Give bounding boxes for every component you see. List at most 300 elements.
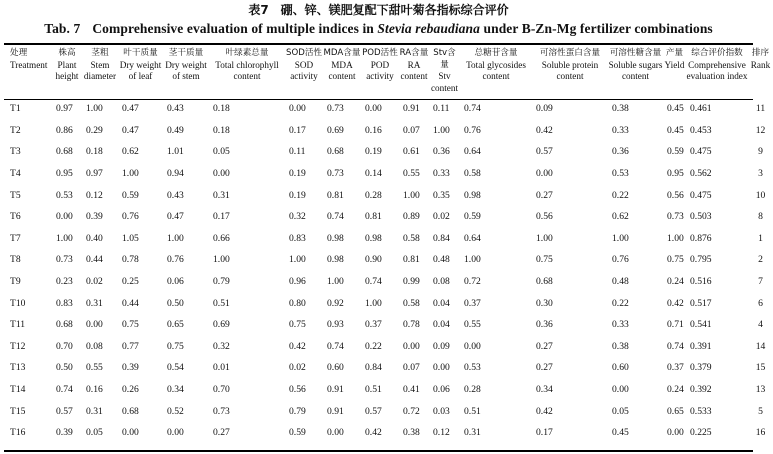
value-cell: 1.00 [289, 254, 306, 266]
value-cell: 0.62 [612, 211, 629, 223]
column-header [686, 48, 748, 98]
value-cell: 0.62 [122, 146, 139, 158]
value-cell: 0.14 [365, 168, 382, 180]
value-cell: 0.65 [167, 319, 184, 331]
value-cell: 0.00 [536, 168, 553, 180]
table-row [4, 379, 773, 401]
value-cell: 0.475 [690, 146, 712, 158]
column-header-en: Stv content [430, 71, 459, 93]
value-cell: 0.00 [122, 427, 139, 439]
value-cell: 0.05 [86, 427, 103, 439]
value-cell: 0.392 [690, 384, 712, 396]
value-cell: 0.68 [327, 146, 344, 158]
treatment-cell: T8 [10, 254, 21, 266]
column-header-zh: 排序 [751, 48, 770, 58]
column-header-zh: RA含量 [399, 48, 429, 58]
value-cell: 0.36 [536, 319, 553, 331]
value-cell: 0.26 [122, 384, 139, 396]
value-cell: 0.44 [122, 297, 139, 309]
value-cell: 0.97 [56, 103, 73, 115]
value-cell: 0.79 [213, 276, 230, 288]
value-cell: 0.02 [433, 211, 450, 223]
value-cell: 0.68 [536, 276, 553, 288]
value-cell: 0.17 [289, 124, 306, 136]
column-header [118, 48, 163, 98]
value-cell: 0.68 [56, 146, 73, 158]
value-cell: 0.68 [56, 319, 73, 331]
rank-cell: 5 [758, 405, 763, 417]
value-cell: 0.56 [667, 189, 684, 201]
value-cell: 0.74 [667, 340, 684, 352]
column-header [323, 48, 361, 98]
value-cell: 0.73 [213, 405, 230, 417]
value-cell: 0.37 [464, 297, 481, 309]
value-cell: 0.36 [433, 146, 450, 158]
table-row [4, 141, 773, 163]
table-number: Tab. 7 [44, 21, 81, 36]
value-cell: 0.00 [289, 103, 306, 115]
table-row [4, 249, 773, 271]
column-header [4, 48, 52, 98]
value-cell: 0.00 [56, 211, 73, 223]
value-cell: 0.39 [86, 211, 103, 223]
value-cell: 0.89 [403, 211, 420, 223]
table-row [4, 336, 773, 358]
value-cell: 0.71 [667, 319, 684, 331]
value-cell: 0.562 [690, 168, 712, 180]
column-header [663, 48, 686, 98]
column-header-zh: 叶干质量 [123, 48, 158, 58]
rank-cell: 15 [755, 362, 766, 374]
value-cell: 0.70 [56, 340, 73, 352]
value-cell: 0.28 [464, 384, 481, 396]
value-cell: 0.47 [122, 124, 139, 136]
value-cell: 1.00 [667, 232, 684, 244]
table-row [4, 98, 773, 120]
value-cell: 1.00 [365, 297, 382, 309]
value-cell: 0.31 [86, 297, 103, 309]
value-cell: 0.00 [667, 427, 684, 439]
bottom-rule [4, 450, 753, 452]
value-cell: 1.00 [433, 124, 450, 136]
value-cell: 0.76 [612, 254, 629, 266]
value-cell: 0.69 [327, 124, 344, 136]
value-cell: 0.56 [536, 211, 553, 223]
value-cell: 0.73 [327, 103, 344, 115]
value-cell: 0.00 [327, 427, 344, 439]
value-cell: 0.75 [167, 340, 184, 352]
value-cell: 0.52 [167, 405, 184, 417]
rank-cell: 7 [758, 276, 763, 288]
treatment-cell: T11 [10, 319, 26, 331]
rank-cell: 11 [755, 103, 766, 115]
value-cell: 0.96 [289, 276, 306, 288]
value-cell: 0.45 [667, 103, 684, 115]
value-cell: 0.50 [167, 297, 184, 309]
value-cell: 0.76 [167, 254, 184, 266]
value-cell: 0.55 [464, 319, 481, 331]
value-cell: 1.00 [86, 103, 103, 115]
value-cell: 0.60 [612, 362, 629, 374]
value-cell: 0.19 [289, 189, 306, 201]
value-cell: 0.57 [536, 146, 553, 158]
value-cell: 0.453 [690, 124, 712, 136]
value-cell: 0.73 [327, 168, 344, 180]
column-header-zh: SOD活性 [285, 48, 323, 58]
value-cell: 0.22 [612, 297, 629, 309]
column-header [608, 48, 663, 98]
value-cell: 0.83 [56, 297, 73, 309]
value-cell: 0.36 [612, 146, 629, 158]
value-cell: 0.84 [365, 362, 382, 374]
rank-cell: 9 [758, 146, 763, 158]
value-cell: 0.97 [86, 168, 103, 180]
column-header-zh: 茎粗 [91, 48, 109, 58]
table-row [4, 184, 773, 206]
value-cell: 0.84 [433, 232, 450, 244]
value-cell: 0.00 [86, 319, 103, 331]
column-header [163, 48, 209, 98]
column-header-en: Total glycosides content [466, 59, 526, 81]
column-header-zh: 茎干质量 [168, 48, 204, 58]
value-cell: 0.09 [433, 340, 450, 352]
column-header-zh: 可溶性蛋白含量 [539, 48, 601, 58]
rank-cell: 13 [755, 384, 766, 396]
value-cell: 0.39 [56, 427, 73, 439]
value-cell: 0.09 [536, 103, 553, 115]
column-header [532, 48, 608, 98]
treatment-cell: T13 [10, 362, 26, 374]
value-cell: 0.00 [167, 427, 184, 439]
value-cell: 0.31 [213, 189, 230, 201]
table-row [4, 292, 773, 314]
value-cell: 0.22 [612, 189, 629, 201]
value-cell: 0.95 [56, 168, 73, 180]
value-cell: 0.32 [289, 211, 306, 223]
treatment-cell: T2 [10, 124, 21, 136]
value-cell: 0.04 [433, 297, 450, 309]
treatment-cell: T15 [10, 405, 26, 417]
value-cell: 0.19 [289, 168, 306, 180]
value-cell: 0.503 [690, 211, 712, 223]
value-cell: 0.11 [289, 146, 306, 158]
value-cell: 0.59 [122, 189, 139, 201]
value-cell: 0.75 [536, 254, 553, 266]
value-cell: 0.75 [122, 319, 139, 331]
value-cell: 0.16 [365, 124, 382, 136]
value-cell: 0.27 [536, 362, 553, 374]
value-cell: 0.51 [213, 297, 230, 309]
value-cell: 0.48 [612, 276, 629, 288]
value-cell: 0.58 [403, 297, 420, 309]
value-cell: 0.43 [167, 103, 184, 115]
value-cell: 0.517 [690, 297, 712, 309]
treatment-cell: T1 [10, 103, 21, 115]
column-header-en: Dry weight of stem [165, 59, 207, 81]
value-cell: 0.90 [365, 254, 382, 266]
value-cell: 0.02 [289, 362, 306, 374]
table-row [4, 314, 773, 336]
value-cell: 0.00 [403, 340, 420, 352]
value-cell: 0.49 [167, 124, 184, 136]
value-cell: 1.00 [167, 232, 184, 244]
value-cell: 0.74 [327, 211, 344, 223]
value-cell: 0.42 [536, 405, 553, 417]
value-cell: 0.55 [403, 168, 420, 180]
value-cell: 1.00 [612, 232, 629, 244]
value-cell: 0.23 [56, 276, 73, 288]
value-cell: 1.00 [464, 254, 481, 266]
value-cell: 0.18 [86, 146, 103, 158]
column-header-en: Total chlorophyll content [215, 59, 279, 81]
table-row [4, 271, 773, 293]
column-header-zh: 处理 [10, 48, 28, 58]
column-header [429, 48, 460, 98]
value-cell: 0.55 [86, 362, 103, 374]
table-row [4, 357, 773, 379]
value-cell: 1.00 [327, 276, 344, 288]
value-cell: 0.69 [213, 319, 230, 331]
column-header-zh: 可溶性糖含量 [609, 48, 662, 58]
value-cell: 0.17 [213, 211, 230, 223]
top-rule [4, 43, 753, 45]
value-cell: 0.17 [536, 427, 553, 439]
treatment-cell: T12 [10, 340, 26, 352]
value-cell: 0.81 [403, 254, 420, 266]
value-cell: 0.91 [327, 384, 344, 396]
value-cell: 0.59 [289, 427, 306, 439]
value-cell: 0.475 [690, 189, 712, 201]
value-cell: 0.74 [464, 103, 481, 115]
value-cell: 0.86 [56, 124, 73, 136]
value-cell: 0.81 [365, 211, 382, 223]
value-cell: 0.08 [433, 276, 450, 288]
value-cell: 0.12 [86, 189, 103, 201]
value-cell: 0.25 [122, 276, 139, 288]
column-header-en: Yield [664, 59, 685, 70]
rank-cell: 1 [758, 232, 763, 244]
treatment-cell: T16 [10, 427, 26, 439]
value-cell: 0.94 [167, 168, 184, 180]
value-cell: 0.54 [167, 362, 184, 374]
treatment-cell: T6 [10, 211, 21, 223]
value-cell: 0.48 [433, 254, 450, 266]
value-cell: 0.379 [690, 362, 712, 374]
evaluation-table [4, 48, 773, 444]
column-header-en: POD activity [366, 59, 394, 81]
value-cell: 0.73 [667, 211, 684, 223]
value-cell: 1.00 [536, 232, 553, 244]
value-cell: 0.40 [86, 232, 103, 244]
value-cell: 0.70 [213, 384, 230, 396]
header-row [4, 48, 773, 98]
value-cell: 0.12 [433, 427, 450, 439]
column-header-en: Stem diameter [83, 59, 117, 81]
title-species: Stevia rebaudiana [377, 21, 480, 36]
value-cell: 0.18 [213, 124, 230, 136]
treatment-cell: T9 [10, 276, 21, 288]
column-header-zh: 产量 [665, 48, 684, 58]
column-header [460, 48, 532, 98]
column-header-en: Treatment [10, 59, 48, 70]
table-title-english [0, 20, 757, 37]
value-cell: 0.68 [122, 405, 139, 417]
value-cell: 0.04 [433, 319, 450, 331]
value-cell: 1.00 [403, 189, 420, 201]
value-cell: 0.24 [667, 384, 684, 396]
value-cell: 0.59 [667, 146, 684, 158]
table-title-chinese: 表7 硼、锌、镁肥复配下甜叶菊各指标综合评价 [248, 3, 509, 17]
value-cell: 0.61 [403, 146, 420, 158]
table-row [4, 228, 773, 250]
value-cell: 0.57 [365, 405, 382, 417]
value-cell: 0.53 [464, 362, 481, 374]
rank-cell: 12 [755, 124, 766, 136]
value-cell: 0.72 [464, 276, 481, 288]
value-cell: 0.47 [122, 103, 139, 115]
column-header-en: SOD activity [290, 59, 318, 81]
title-text-post: under B-Zn-Mg fertilizer combinations [480, 21, 713, 36]
value-cell: 1.05 [122, 232, 139, 244]
value-cell: 0.37 [365, 319, 382, 331]
rank-cell: 3 [758, 168, 763, 180]
value-cell: 0.80 [289, 297, 306, 309]
table-row [4, 400, 773, 422]
value-cell: 0.541 [690, 319, 712, 331]
value-cell: 0.00 [365, 103, 382, 115]
value-cell: 0.42 [289, 340, 306, 352]
value-cell: 0.42 [365, 427, 382, 439]
value-cell: 0.51 [464, 405, 481, 417]
value-cell: 1.00 [56, 232, 73, 244]
value-cell: 1.00 [122, 168, 139, 180]
value-cell: 0.74 [327, 340, 344, 352]
value-cell: 0.77 [122, 340, 139, 352]
value-cell: 0.00 [612, 384, 629, 396]
treatment-cell: T7 [10, 232, 21, 244]
table-body [4, 98, 773, 444]
column-header-zh: 叶绿素总量 [225, 48, 269, 58]
rank-cell: 2 [758, 254, 763, 266]
value-cell: 0.19 [365, 146, 382, 158]
value-cell: 1.00 [213, 254, 230, 266]
column-header-en: RA content [400, 59, 428, 81]
value-cell: 0.33 [612, 124, 629, 136]
value-cell: 0.876 [690, 232, 712, 244]
value-cell: 0.58 [464, 168, 481, 180]
value-cell: 0.33 [433, 168, 450, 180]
value-cell: 0.41 [403, 384, 420, 396]
value-cell: 0.98 [327, 232, 344, 244]
value-cell: 0.65 [667, 405, 684, 417]
rank-cell: 10 [755, 189, 766, 201]
column-header-en: Comprehensive evaluation index [686, 59, 748, 81]
value-cell: 0.45 [667, 124, 684, 136]
value-cell: 0.72 [403, 405, 420, 417]
value-cell: 0.00 [213, 168, 230, 180]
value-cell: 0.44 [86, 254, 103, 266]
table-row [4, 163, 773, 185]
value-cell: 0.81 [327, 189, 344, 201]
value-cell: 0.07 [403, 124, 420, 136]
value-cell: 0.78 [122, 254, 139, 266]
value-cell: 0.73 [56, 254, 73, 266]
value-cell: 0.38 [403, 427, 420, 439]
value-cell: 0.35 [433, 189, 450, 201]
value-cell: 0.76 [122, 211, 139, 223]
column-header-zh: Stv含量 [433, 48, 456, 70]
value-cell: 0.06 [433, 384, 450, 396]
value-cell: 0.98 [365, 232, 382, 244]
value-cell: 0.29 [86, 124, 103, 136]
column-header-en: Dry weight of leaf [119, 59, 162, 81]
value-cell: 0.00 [433, 362, 450, 374]
value-cell: 0.31 [86, 405, 103, 417]
value-cell: 0.47 [167, 211, 184, 223]
value-cell: 0.91 [403, 103, 420, 115]
value-cell: 0.03 [433, 405, 450, 417]
value-cell: 0.24 [667, 276, 684, 288]
value-cell: 0.98 [464, 189, 481, 201]
value-cell: 0.93 [327, 319, 344, 331]
column-header-zh: MDA含量 [323, 48, 361, 58]
value-cell: 0.83 [289, 232, 306, 244]
value-cell: 0.66 [213, 232, 230, 244]
rank-cell: 4 [758, 319, 763, 331]
value-cell: 1.01 [167, 146, 184, 158]
value-cell: 0.00 [464, 340, 481, 352]
value-cell: 0.78 [403, 319, 420, 331]
value-cell: 0.16 [86, 384, 103, 396]
value-cell: 0.64 [464, 232, 481, 244]
column-header [209, 48, 285, 98]
value-cell: 0.11 [433, 103, 450, 115]
value-cell: 0.27 [536, 340, 553, 352]
value-cell: 0.92 [327, 297, 344, 309]
value-cell: 0.34 [536, 384, 553, 396]
value-cell: 0.05 [213, 146, 230, 158]
value-cell: 0.58 [403, 232, 420, 244]
value-cell: 0.79 [289, 405, 306, 417]
column-header [285, 48, 323, 98]
value-cell: 0.795 [690, 254, 712, 266]
column-header-en: Soluble sugars content [608, 59, 663, 81]
value-cell: 0.461 [690, 103, 712, 115]
value-cell: 0.95 [667, 168, 684, 180]
value-cell: 0.64 [464, 146, 481, 158]
column-header-zh: 株高 [58, 48, 76, 58]
value-cell: 0.18 [213, 103, 230, 115]
value-cell: 0.05 [612, 405, 629, 417]
value-cell: 0.53 [56, 189, 73, 201]
value-cell: 0.50 [56, 362, 73, 374]
value-cell: 0.43 [167, 189, 184, 201]
rank-cell: 16 [755, 427, 766, 439]
value-cell: 0.91 [327, 405, 344, 417]
value-cell: 0.37 [667, 362, 684, 374]
title-text-pre: Comprehensive evaluation of multiple indices in [92, 21, 378, 36]
value-cell: 0.53 [612, 168, 629, 180]
value-cell: 0.31 [464, 427, 481, 439]
value-cell: 0.75 [667, 254, 684, 266]
column-header-en: MDA content [328, 59, 356, 81]
treatment-cell: T3 [10, 146, 21, 158]
value-cell: 0.51 [365, 384, 382, 396]
value-cell: 0.45 [612, 427, 629, 439]
column-header [82, 48, 118, 98]
value-cell: 0.06 [167, 276, 184, 288]
rank-cell: 8 [758, 211, 763, 223]
